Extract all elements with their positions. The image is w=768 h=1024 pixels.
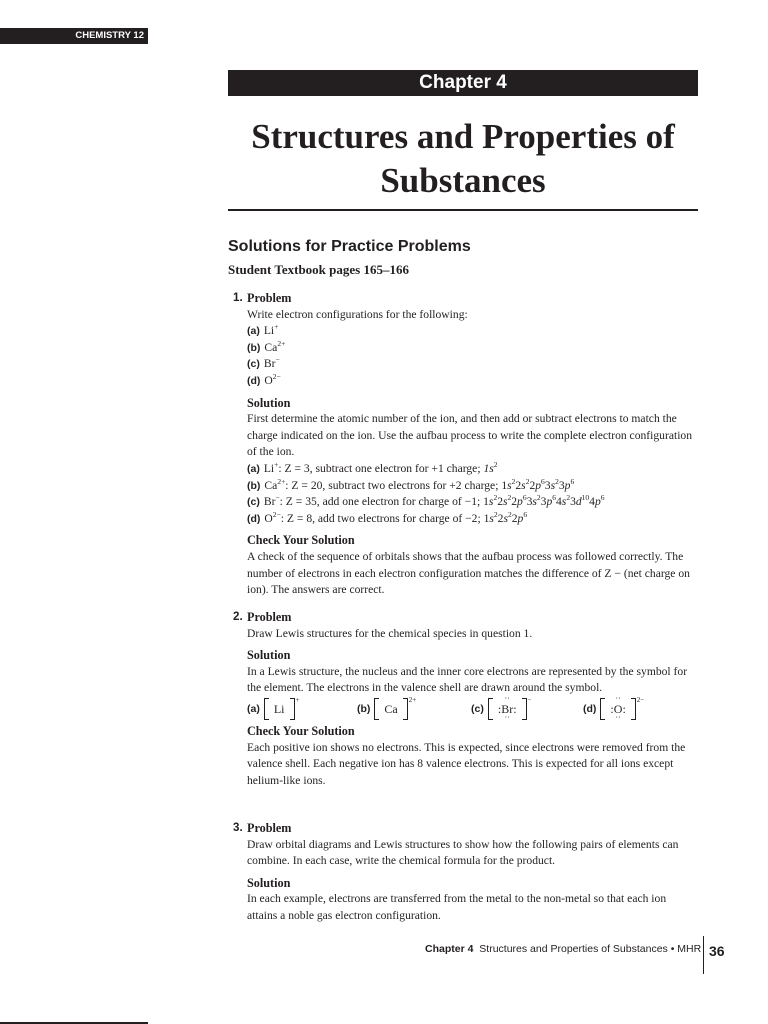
solution-label: Solution bbox=[247, 395, 291, 410]
solution-text: In a Lewis structure, the nucleus and the inner core electrons are represented by the symbol for the element. The electrons in the valence shell are drawn around the symbol. bbox=[247, 664, 688, 695]
problem-text: Draw Lewis structures for the chemical species in question 1. bbox=[247, 626, 533, 640]
problem-label: Problem bbox=[247, 821, 292, 835]
textbook-pages: Student Textbook pages 165–166 bbox=[228, 262, 409, 277]
check-text: A check of the sequence of orbitals shows that the aufbau process was followed correctly. The number of electrons in each electron configuration matches the difference of Z − (net charge on ion). The answers are correct. bbox=[247, 549, 690, 597]
list-item: (c) Br−: Z = 35, add one electron for charge of −1; $1s^22s^22p^63s^23p^64s^23d^{10}4p^6$ bbox=[247, 493, 605, 509]
check-label: Check Your Solution bbox=[247, 723, 355, 738]
list-item: (a) Li+ bbox=[247, 322, 279, 338]
lewis-ca: (b) Ca 2+ bbox=[357, 697, 416, 721]
list-item: (c) Br− bbox=[247, 355, 280, 371]
check-label: Check Your Solution bbox=[247, 533, 355, 548]
lewis-structures bbox=[247, 693, 698, 723]
problem-label: Problem bbox=[247, 291, 292, 305]
problem-number: 3. bbox=[233, 821, 243, 834]
solution-label: Solution bbox=[247, 648, 291, 663]
solution-label: Solution bbox=[247, 875, 291, 890]
problem-text: Draw orbital diagrams and Lewis structures to show how the following pairs of elements can combine. In each case, write the chemical formula for the product. bbox=[247, 837, 679, 868]
solution-text: First determine the atomic number of the ion, and then add or subtract electrons to match the charge indicated on the ion. Use the aufbau process to write the complete electron configuration of the ion. bbox=[247, 412, 693, 459]
problem-3 bbox=[228, 820, 698, 925]
list-item: (a) Li+: Z = 3, subtract one electron for +1 charge; $1s^2$ bbox=[247, 460, 498, 475]
problem-label: Problem bbox=[247, 610, 292, 624]
lewis-br: (c) :Br: ·· ·· − bbox=[471, 693, 532, 723]
running-header-tab: CHEMISTRY 12 bbox=[0, 28, 148, 44]
problem-2 bbox=[228, 609, 698, 789]
page-number: 36 bbox=[709, 943, 725, 959]
footer-divider bbox=[703, 936, 704, 974]
page-title: Structures and Properties of Substances bbox=[251, 117, 675, 200]
list-item: (d) $O^{2-}$ bbox=[247, 372, 281, 387]
title-divider bbox=[228, 209, 698, 211]
solution-text: In each example, electrons are transferred from the metal to the non-metal so that each ion attains a noble gas electron configuration. bbox=[247, 892, 667, 922]
problem-text: Write electron configurations for the following: bbox=[247, 307, 468, 321]
chapter-banner: Chapter 4 bbox=[228, 70, 698, 96]
lewis-li: (a) Li + bbox=[247, 697, 299, 721]
check-text: Each positive ion shows no electrons. This is expected, since electrons were removed from the valence shell. Each negative ion has 8 valence electrons. This is expected for all ions except helium-like ions. bbox=[247, 740, 686, 787]
page-footer: Chapter 4 Structures and Properties of Substances • MHR bbox=[425, 943, 702, 955]
problem-1 bbox=[228, 290, 698, 599]
lewis-o: (d) :O: ·· ·· 2− bbox=[583, 693, 645, 723]
section-heading: Solutions for Practice Problems bbox=[228, 238, 471, 255]
problem-number: 1. bbox=[233, 291, 243, 304]
list-item: (b) $Ca^{2+}$ bbox=[247, 338, 286, 354]
list-item: (d) $O^{2-}$: Z = 8, add two electrons for charge of −2; $1s^22s^22p^6$ bbox=[247, 509, 528, 525]
list-item: (b) $Ca^{2+}$: Z = 20, subtract two electrons for +2 charge; $1s^22s^22p^63s^23p^6$ bbox=[247, 476, 575, 492]
problem-number: 2. bbox=[233, 610, 243, 623]
